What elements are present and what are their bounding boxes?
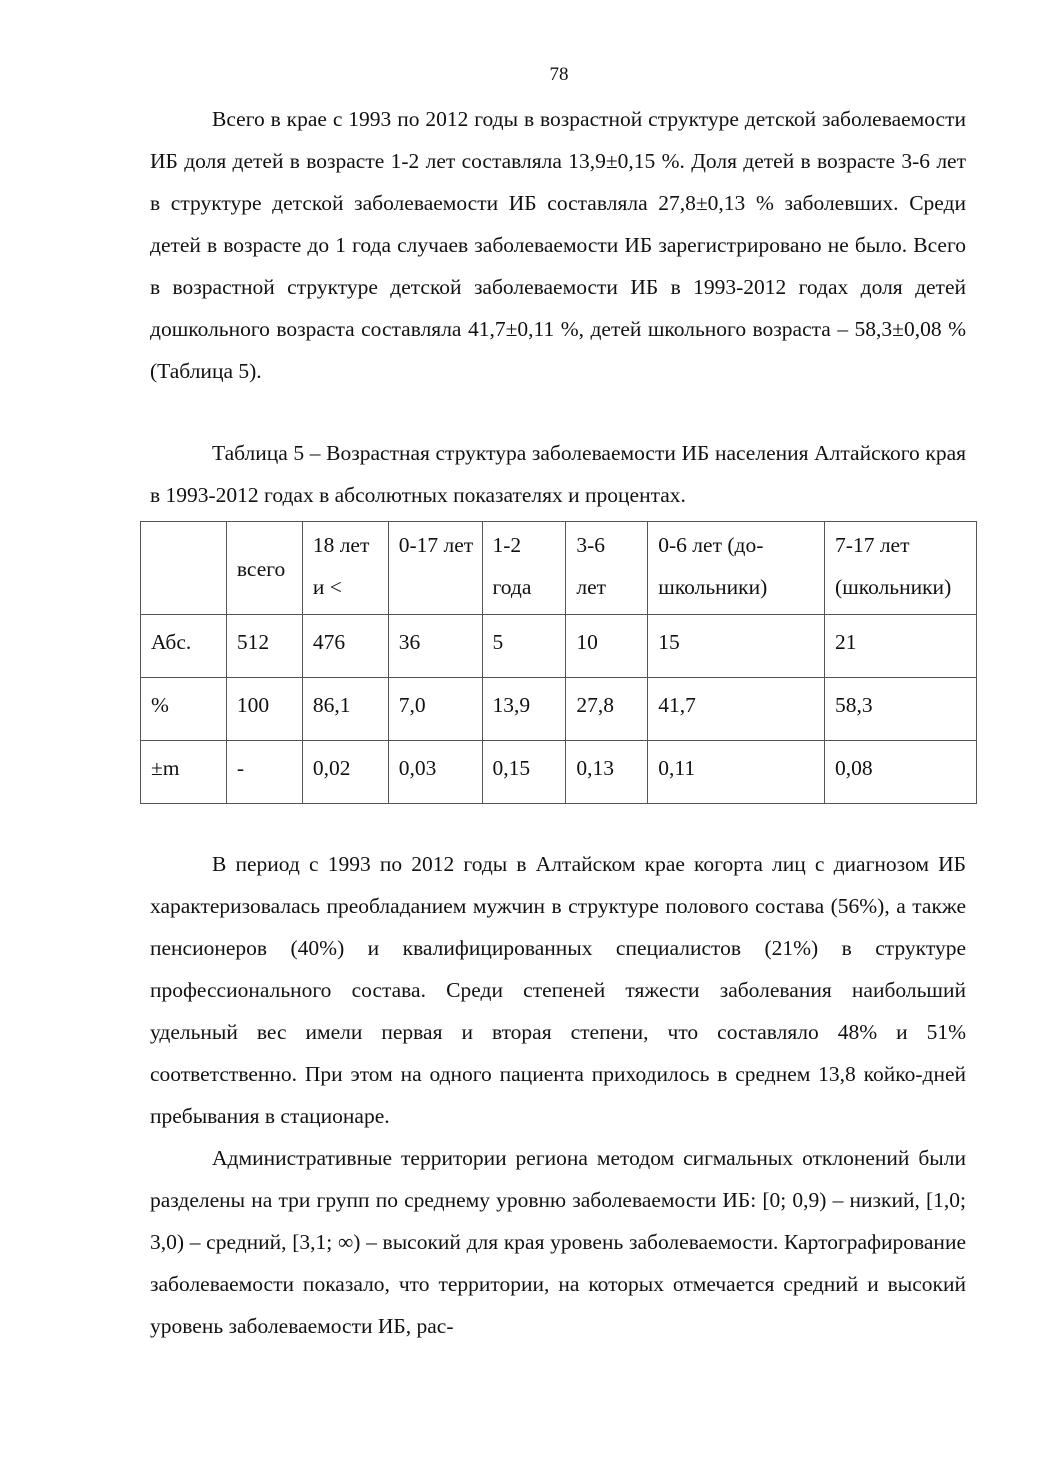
table-cell: 7,0 bbox=[388, 678, 482, 741]
header-cell: 0-6 лет (дошкольники) bbox=[648, 522, 825, 615]
table-cell: 41,7 bbox=[648, 678, 825, 741]
table-cell: 0,13 bbox=[566, 741, 648, 804]
page-number: 78 bbox=[549, 64, 569, 85]
table-cell: 476 bbox=[302, 615, 388, 678]
header-cell: 7-17 лет (школьники) bbox=[825, 522, 977, 615]
table-caption: Таблица 5 – Возрастная структура заболеваемости ИБ населения Алтайского края в 1993-2012 годах в абсолютных показателях и процентах. bbox=[150, 441, 966, 507]
table-cell: 21 bbox=[825, 615, 977, 678]
table-cell: 10 bbox=[566, 615, 648, 678]
table-cell: 512 bbox=[226, 615, 302, 678]
table-cell: % bbox=[141, 678, 227, 741]
intro-text bbox=[150, 98, 966, 392]
header-cell: 1-2 года bbox=[482, 522, 566, 615]
paragraph: Административные территории региона методом сигмальных отклонений были разделены на три групп по среднему уровню заболеваемости ИБ: [0; 0,9) – низкий, [1,0; 3,0) – средний, [3,1; ∞) – высокий для края уровень заболеваемости. Картографирование заболеваемости показало, что территории, на которых отмечается средний и высокий уровень заболеваемости ИБ, рас- bbox=[150, 1146, 966, 1338]
table-cell: Абс. bbox=[141, 615, 227, 678]
paragraph: В период с 1993 по 2012 годы в Алтайском крае когорта лиц с диагнозом ИБ характеризовалась преобладанием мужчин в структуре полового состава (56%), а также пенсионеров (40%) и квалифицированных специалистов (21%) в структуре профессионального состава. Среди степеней тяжести заболевания наибольший удельный вес имели первая и вторая степени, что составляло 48% и 51% соответственно. При этом на одного пациента приходилось в среднем 13,8 койко-дней пребывания в стационаре. bbox=[150, 852, 966, 1128]
table-cell: 13,9 bbox=[482, 678, 566, 741]
table-cell: 27,8 bbox=[566, 678, 648, 741]
table-cell: 58,3 bbox=[825, 678, 977, 741]
header-cell: всего bbox=[226, 522, 302, 615]
table-caption-block bbox=[150, 432, 966, 516]
table-cell: 0,08 bbox=[825, 741, 977, 804]
table-cell: 0,02 bbox=[302, 741, 388, 804]
table-cell: 36 bbox=[388, 615, 482, 678]
table-cell: 100 bbox=[226, 678, 302, 741]
header-cell: 3-6 лет bbox=[566, 522, 648, 615]
table-row bbox=[141, 678, 977, 741]
table-cell: 15 bbox=[648, 615, 825, 678]
table-cell: 0,11 bbox=[648, 741, 825, 804]
table-cell: 5 bbox=[482, 615, 566, 678]
body-text bbox=[150, 843, 966, 1347]
table-cell: 0,03 bbox=[388, 741, 482, 804]
table-row bbox=[141, 615, 977, 678]
header-cell: 0-17 лет bbox=[388, 522, 482, 615]
table-cell: ±m bbox=[141, 741, 227, 804]
age-structure-table bbox=[140, 521, 977, 804]
header-cell: 18 лет и < bbox=[302, 522, 388, 615]
table-header-row bbox=[141, 522, 977, 615]
paragraph: Всего в крае с 1993 по 2012 годы в возрастной структуре детской заболеваемости ИБ доля детей в возрасте 1-2 лет составляла 13,9±0,15 %. Доля детей в возрасте 3-6 лет в структуре детской заболеваемости ИБ составляла 27,8±0,13 % заболевших. Среди детей в возрасте до 1 года случаев заболеваемости ИБ зарегистрировано не было. Всего в возрастной структуре детской заболеваемости ИБ в 1993-2012 годах доля детей дошкольного возраста составляла 41,7±0,11 %, детей школьного возраста – 58,3±0,08 % (Таблица 5). bbox=[150, 107, 966, 383]
table-cell: - bbox=[226, 741, 302, 804]
header-cell bbox=[141, 522, 227, 615]
table-cell: 0,15 bbox=[482, 741, 566, 804]
table-row bbox=[141, 741, 977, 804]
table-cell: 86,1 bbox=[302, 678, 388, 741]
